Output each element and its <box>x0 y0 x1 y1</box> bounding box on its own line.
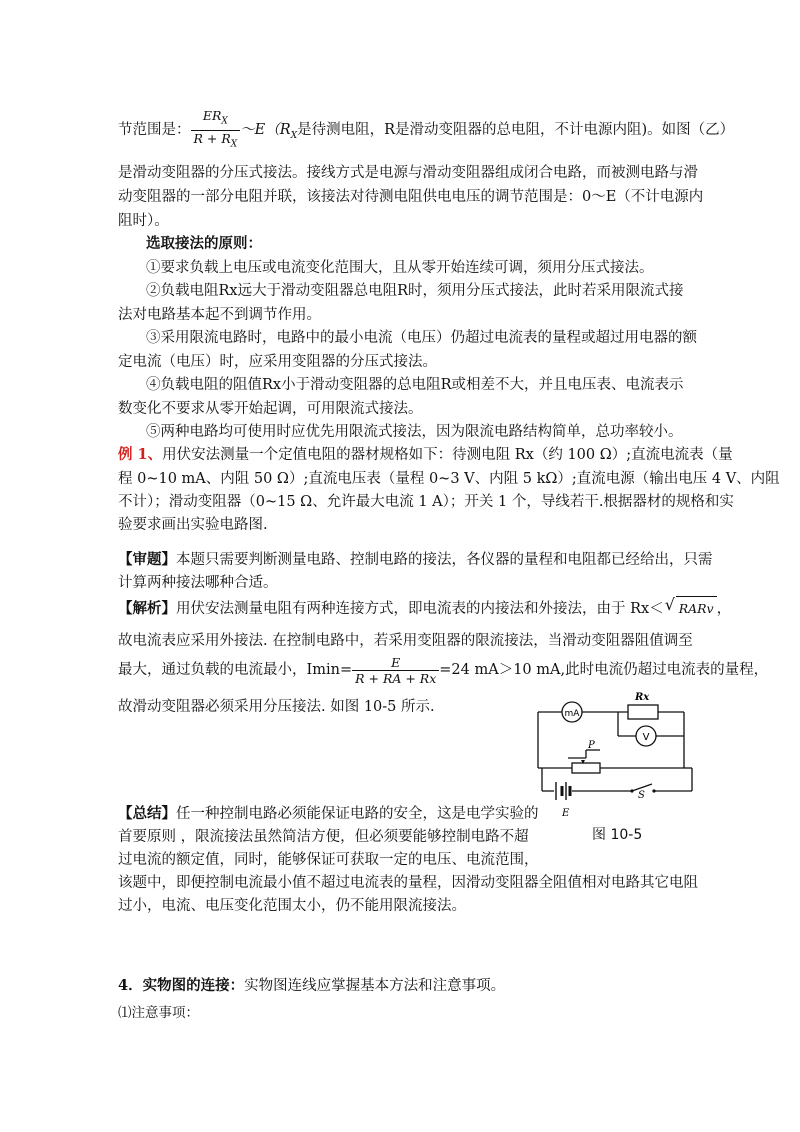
principle-4-cont: 数变化不要求从零开始起调，可用限流式接法。 <box>118 401 423 417</box>
summary-line-1: 【总结】任一种控制电路必须能保证电路的安全，这是电学实验的 <box>118 805 539 822</box>
resistor-label: Rx <box>635 692 650 703</box>
principle-5: ⑤两种电路均可使用时应优先用限流式接法，因为限流电路结构简单，总功率较小。 <box>146 424 683 440</box>
analysis-label: 【解析】 <box>118 600 176 617</box>
summary-line-2: 首要原则 ，限流接法虽然简洁方便，但必须要能够控制电路不超 <box>118 829 529 845</box>
section-4-label: 4．实物图的连接： <box>118 977 245 994</box>
summary-line-5: 过小，电流、电压变化范围太小，仍不能用限流接法。 <box>118 898 466 914</box>
summary-label: 【总结】 <box>118 805 176 822</box>
para2-line-3: 阻时）。 <box>118 213 169 229</box>
review-line-1: 【审题】本题只需要判断测量电路、控制电路的接法，各仪器的量程和电阻都已经给出，只需 <box>118 551 713 568</box>
analysis-line-4: 故滑动变阻器必须采用分压接法. 如图 10-5 所示. <box>118 699 435 715</box>
range-fraction: $\frac{ER_X}{R + R_X}$ <box>191 108 241 152</box>
para2-line-2: 动变阻器的一部分电阻并联，该接法对待测电阻供电电压的调节范围是：0～E（不计电源内 <box>118 189 704 205</box>
para2-line-1: 是滑动变阻器的分压式接法。接线方式是电源与滑动变阻器组成闭合电路，而被测电路与滑 <box>118 165 698 181</box>
example-line-2: 程 0~10 mA、内阻 50 Ω）;直流电压表（量程 0~3 V、内阻 5 kΩ）;直流电源（输出电压 4 V、内阻 <box>118 471 780 487</box>
circuit-diagram <box>528 686 698 826</box>
sqrt-expression: √ RARv <box>676 596 717 621</box>
example-line-3: 不计）；滑动变阻器（0~15 Ω、允许最大电流 1 A）；开关 1 个，导线若干.根据器材的规格和实 <box>118 494 734 510</box>
principle-1: ①要求负载上电压或电流变化范围大，且从零开始连续可调，须用分压式接法。 <box>146 260 654 276</box>
principle-2: ②负载电阻Rx远大于滑动变阻器总电阻R时，须用分压式接法，此时若采用限流式接 <box>146 283 684 299</box>
range-formula-line: 节范围是： $\frac{ER_X}{R + R_X}$ $\sim E(R_X$是待测电阻，R是滑动变阻器的总电阻，不计电源内阻)。如图（乙） <box>118 106 734 160</box>
principle-2-cont: 法对电路基本起不到调节作用。 <box>118 307 321 323</box>
principle-title: 选取接法的原则： <box>146 235 262 252</box>
slider-label: P <box>588 740 595 751</box>
analysis-line-3: 最大，通过负载的电流最小，Imin= $\frac{E}{R + RA + Rx}$ =24 mA＞10 mA,此时电流仍超过电流表的量程， <box>118 654 769 686</box>
example-line-4: 验要求画出实验电路图. <box>118 517 268 533</box>
principle-3: ③采用限流电路时，电路中的最小电流（电压）仍超过电流表的量程或超过用电器的额 <box>146 330 697 346</box>
summary-line-3: 过电流的额定值，同时，能够保证可获取一定的电压、电流范围， <box>118 852 539 868</box>
current-fraction: $\frac{E}{R + RA + Rx}$ <box>352 655 439 686</box>
battery-label: E <box>562 808 570 819</box>
voltmeter-label: V <box>642 732 650 743</box>
principle-3-cont: 定电流（电压）时，应采用变阻器的分压式接法。 <box>118 354 437 370</box>
analysis-line-1: 【解析】用伏安法测量电阻有两种连接方式，即电流表的内接法和外接法，由于 Rx＜√ RARv ， <box>118 596 731 621</box>
summary-line-4: 该题中，即便控制电流最小值不超过电流表的量程，因滑动变阻器全阻值相对电路其它电阻 <box>118 875 698 891</box>
figure-caption: 图 10-5 <box>592 827 643 843</box>
example-label: 例 1、 <box>118 446 163 463</box>
battery-symbol <box>556 782 570 800</box>
principle-4: ④负载电阻的阻值Rx小于滑动变阻器的总电阻R或相差不大，并且电压表、电流表示 <box>146 377 684 393</box>
notes-heading: ⑴注意事项： <box>118 1005 199 1021</box>
example-line-1: 例 1、用伏安法测量一个定值电阻的器材规格如下：待测电阻 Rx（约 100 Ω）;直流电流表（量 <box>118 446 733 463</box>
review-label: 【审题】 <box>118 551 176 568</box>
ammeter-label: mA <box>564 709 580 719</box>
analysis-line-2: 故电流表应采用外接法. 在控制电路中，若采用变阻器的限流接法，当滑动变阻器阻值调至 <box>118 633 693 649</box>
section-4-heading: 4．实物图的连接：实物图连线应掌握基本方法和注意事项。 <box>118 977 506 994</box>
review-line-2: 计算两种接法哪种合适。 <box>118 575 278 591</box>
switch-label: S <box>638 790 645 801</box>
